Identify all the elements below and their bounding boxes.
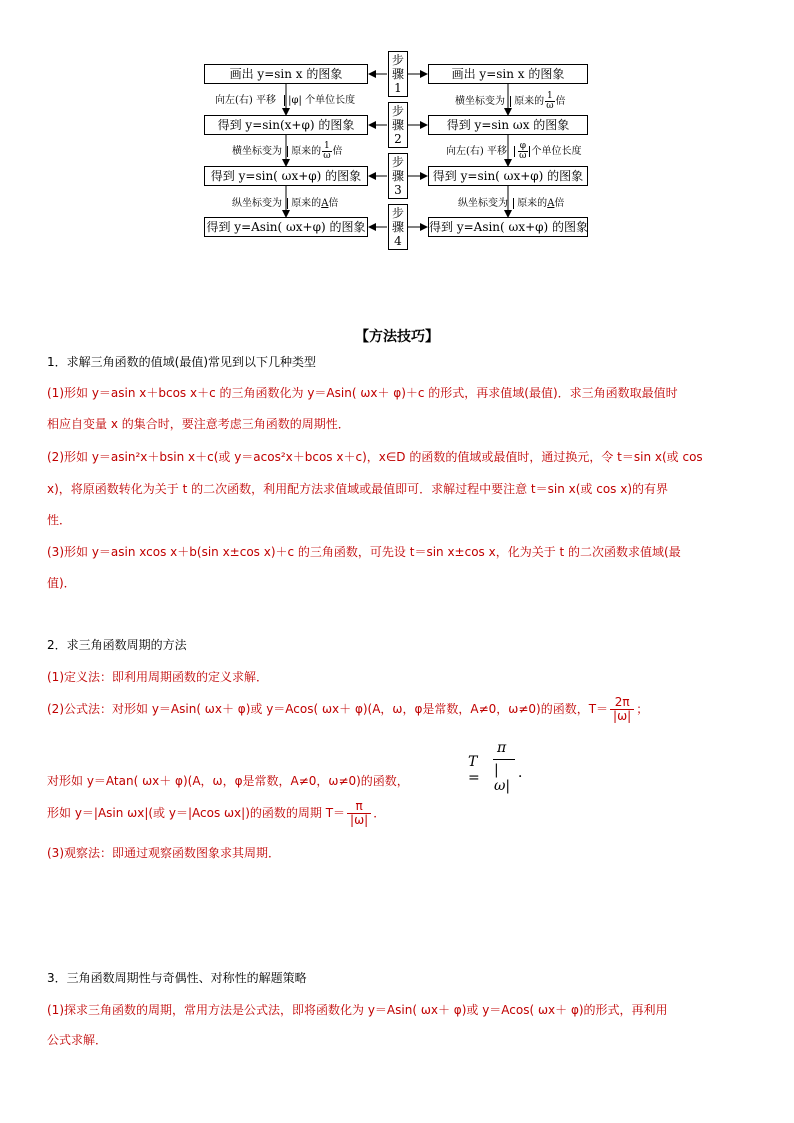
section1-line-6: (3)形如 y＝asin xcos x＋b(sin x±cos x)＋c 的三角函数，可先设 t＝sin x±cos x，化为关于 t 的二次函数求值域(最 [47,545,681,559]
section2-line-5: (3)观察法：即通过观察函数图象求其周期． [47,846,280,860]
section2-line-3: 对形如 y＝Atan( ωx＋ φ)(A，ω，φ是常数，A≠0，ω≠0)的函数， [47,774,409,788]
step-box-4: 步 骤 4 [388,204,408,250]
right-box-4: 得到 y=Asin( ωx+φ) 的图象 [428,217,588,237]
section1-title: 1．求解三角函数的值域(最值)常见到以下几种类型 [47,355,316,369]
section2-title: 2．求三角函数周期的方法 [47,638,187,652]
right-box-3: 得到 y=sin( ωx+φ) 的图象 [428,166,588,186]
left-box-3: 得到 y=sin( ωx+φ) 的图象 [204,166,368,186]
section-heading: 【方法技巧】 [355,329,439,345]
section2-line-1: (1)定义法：即利用周期函数的定义求解． [47,670,268,684]
right-note-2: 向左(右) 平移 $\frac{\varphi}{\omega}$ 个单位长度 [446,141,582,161]
left-note-1: 向左(右) 平移 |φ| 个单位长度 [215,95,356,106]
step-box-3: 步 骤 3 [388,153,408,199]
left-box-1: 画出 y=sin x 的图象 [204,64,368,84]
right-box-2: 得到 y=sin ωx 的图象 [428,115,588,135]
step-box-1: 步 骤 1 [388,51,408,97]
section1-line-7: 值)． [47,576,76,590]
section3-line-1: (1)探求三角函数的周期，常用方法是公式法，即将函数化为 y＝Asin( ωx＋ φ)或 y＝Acos( ωx＋ φ)的形式，再利用 [47,1003,668,1017]
section2-line-4: 形如 y＝|Asin ωx|(或 y＝|Acos ωx|)的函数的周期 T＝ $\frac{\pi}{|\omega|}$ ． [47,799,386,827]
section1-line-4: x)，将原函数转化为关于 t 的二次函数，利用配方法求值域或最值即可．求解过程中要注意 t＝sin x(或 cos x)的有界 [47,482,669,496]
transformation-diagram [0,0,794,260]
section1-line-3: (2)形如 y＝asin²x＋bsin x＋c(或 y＝acos²x＋bcos x＋c)，x∈D 的函数的值域或最值时，通过换元，令 t＝sin x(或 cos [47,450,703,464]
left-note-2: 横坐标变为 原来的 $\frac{1}{\omega}$ 倍 [232,141,343,161]
section2-line-2: (2)公式法：对形如 y＝Asin( ωx＋ φ)或 y＝Acos( ωx＋ φ)(A，ω，φ是常数，A≠0，ω≠0)的函数，T＝ $\frac{2\pi}{|\omega|}$ ； [47,695,649,723]
right-box-1: 画出 y=sin x 的图象 [428,64,588,84]
left-box-4: 得到 y=Asin( ωx+φ) 的图象 [204,217,368,237]
right-note-3: 纵坐标变为 原来的A倍 [458,198,565,209]
left-note-3: 纵坐标变为 原来的A倍 [232,198,339,209]
section1-line-5: 性． [47,513,72,527]
section3-line-2: 公式求解． [47,1033,108,1047]
left-box-2: 得到 y=sin(x+φ) 的图象 [204,115,368,135]
section1-line-2: 相应自变量 x 的集合时，要注意考虑三角函数的周期性． [47,417,350,431]
section3-title: 3．三角函数周期性与奇偶性、对称性的解题策略 [47,971,307,985]
step-box-2: 步 骤 2 [388,102,408,148]
right-note-1: 横坐标变为 原来的 $\frac{1}{\omega}$ 倍 [455,91,566,111]
section1-line-1: (1)形如 y＝asin x＋bcos x＋c 的三角函数化为 y＝Asin( ωx＋ φ)＋c 的形式，再求值域(最值)．求三角函数取最值时 [47,386,678,400]
